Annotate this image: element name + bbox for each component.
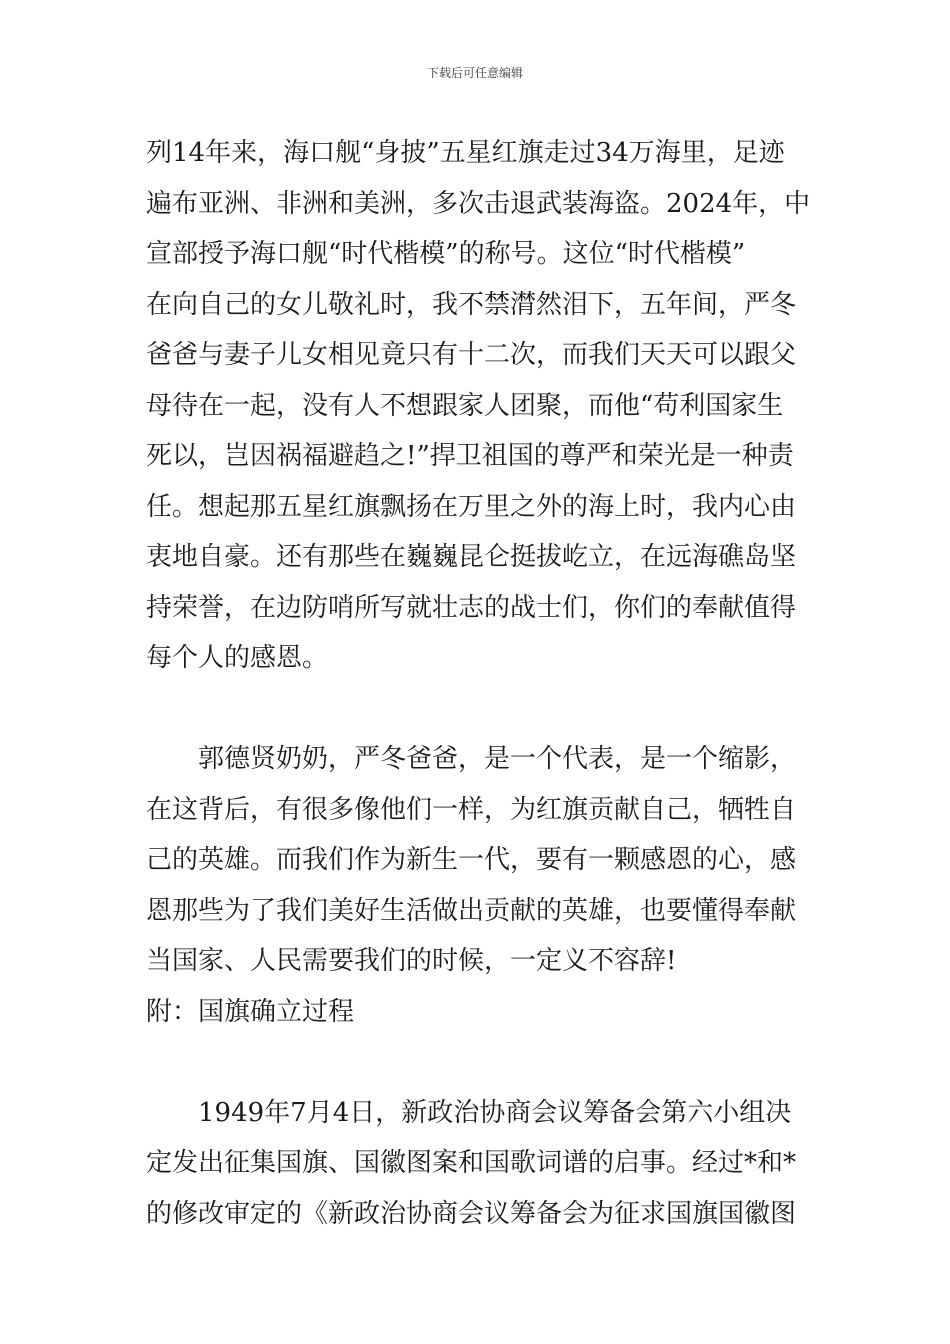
text-line: 爸爸与妻子儿女相见竟只有十二次，而我们天天可以跟父: [146, 340, 797, 370]
text-line: 遍布亚洲、非洲和美洲，多次击退武装海盗。2024年，中: [146, 188, 811, 219]
text-line: 每个人的感恩。: [146, 643, 329, 673]
paragraph-1: [146, 128, 810, 684]
text-line: 持荣誉，在边防哨所写就壮志的战士们，你们的奉献值得: [146, 592, 797, 623]
paragraph-2: [146, 734, 810, 987]
text-line: 宣部授予海口舰“时代楷模”的称号。这位“时代楷模”: [146, 239, 746, 269]
text-line: 衷地自豪。还有那些在巍巍昆仑挺拔屹立，在远海礁岛坚: [146, 542, 797, 572]
text-line: 在向自己的女儿敬礼时，我不禁潸然泪下，五年间，严冬: [146, 289, 797, 320]
text-line: 在这背后，有很多像他们一样，为红旗贡献自己，牺牲自: [146, 794, 797, 825]
page-header: 下载后可任意编辑: [426, 66, 523, 80]
text-line: 郭德贤奶奶，严冬爸爸，是一个代表，是一个缩影，: [146, 744, 797, 774]
text-line: 定发出征集国旗、国徽图案和国歌词谱的启事。经过*和*: [146, 1148, 797, 1178]
paragraph-3: [146, 1088, 810, 1240]
text-line: 己的英雄。而我们作为新生一代，要有一颗感恩的心，感: [146, 845, 797, 875]
text-line: 任。想起那五星红旗飘扬在万里之外的海上时，我内心由: [146, 491, 797, 522]
text-line: 列14年来，海口舰“身披”五星红旗走过34万海里，足迹: [146, 138, 785, 168]
text-line: 当国家、人民需要我们的时候，一定义不容辞!: [146, 946, 677, 976]
document-body: [146, 128, 810, 1239]
paragraph-spacer: [146, 1037, 810, 1088]
text-line: 恩那些为了我们美好生活做出贡献的英雄，也要懂得奉献: [146, 895, 797, 926]
paragraph-spacer: [146, 684, 810, 735]
section-heading: 附：国旗确立过程: [146, 996, 355, 1027]
text-line: 母待在一起，没有人不想跟家人团聚，而他“苟利国家生: [146, 390, 784, 421]
text-line: 1949年7月4日，新政治协商会议筹备会第六小组决: [146, 1097, 792, 1128]
text-line: 死以，岂因祸福避趋之!”捍卫祖国的尊严和荣光是一种责: [146, 441, 794, 471]
text-line: 的修改审定的《新政治协商会议筹备会为征求国旗国徽图: [146, 1198, 797, 1229]
